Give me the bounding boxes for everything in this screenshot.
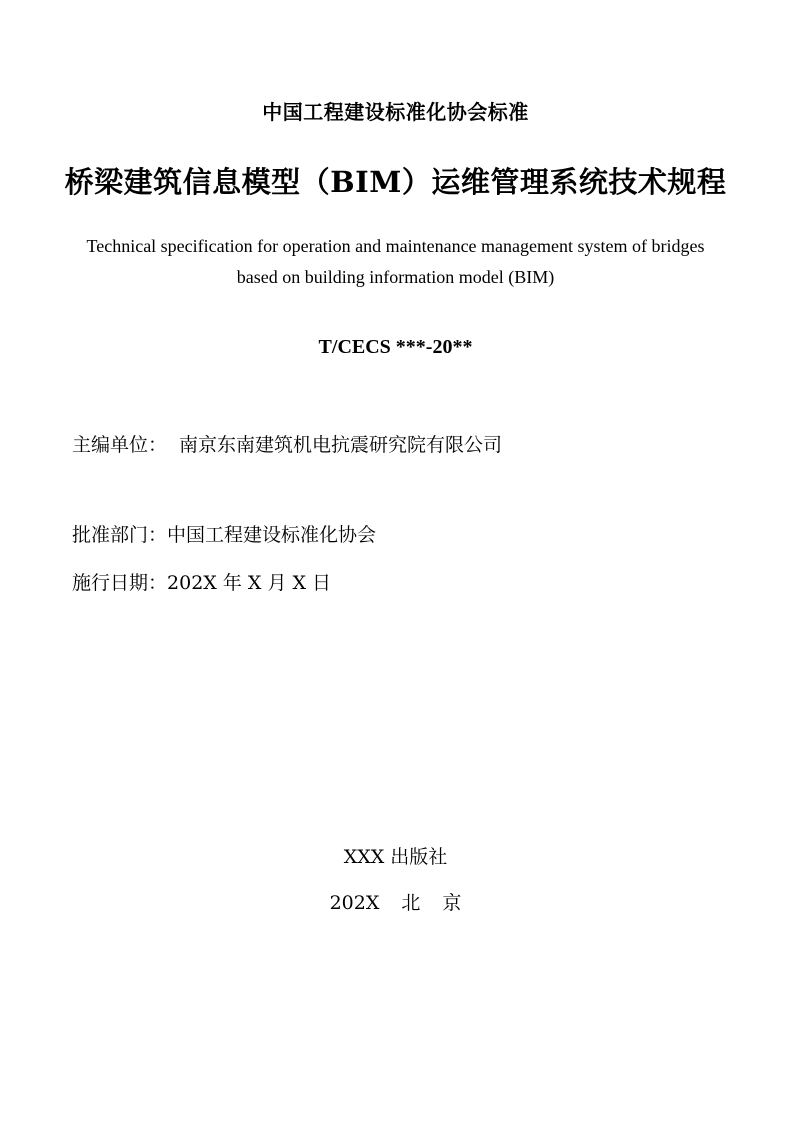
publication-year: 202X: [329, 892, 380, 914]
publisher: XXX 出版社: [343, 846, 448, 868]
date-label: 施行日期：: [72, 572, 168, 594]
approver-label: 批准部门：: [72, 524, 168, 546]
city-char-1: 北: [401, 892, 421, 914]
standard-code: T/CECS ***-20**: [318, 336, 473, 358]
document-title-en-line2: based on building information model (BIM): [236, 267, 555, 287]
city-char-2: 京: [442, 892, 462, 914]
document-title-en-line1: Technical specification for operation and maintenance management system of bridges: [86, 236, 705, 256]
document-title-cn: 桥梁建筑信息模型（BIM）运维管理系统技术规程: [64, 165, 727, 199]
effective-date-row: [72, 568, 331, 595]
publication-year-city: [0, 888, 791, 915]
date-value: 202X 年 X 月 X 日: [167, 572, 332, 594]
editor-row: [72, 430, 502, 457]
editor-value: 南京东南建筑机电抗震研究院有限公司: [179, 434, 503, 456]
editor-label: 主编单位：: [72, 434, 168, 456]
org-header: 中国工程建设标准化协会标准: [262, 100, 529, 124]
approver-value: 中国工程建设标准化协会: [167, 524, 377, 546]
approver-row: [72, 520, 376, 547]
